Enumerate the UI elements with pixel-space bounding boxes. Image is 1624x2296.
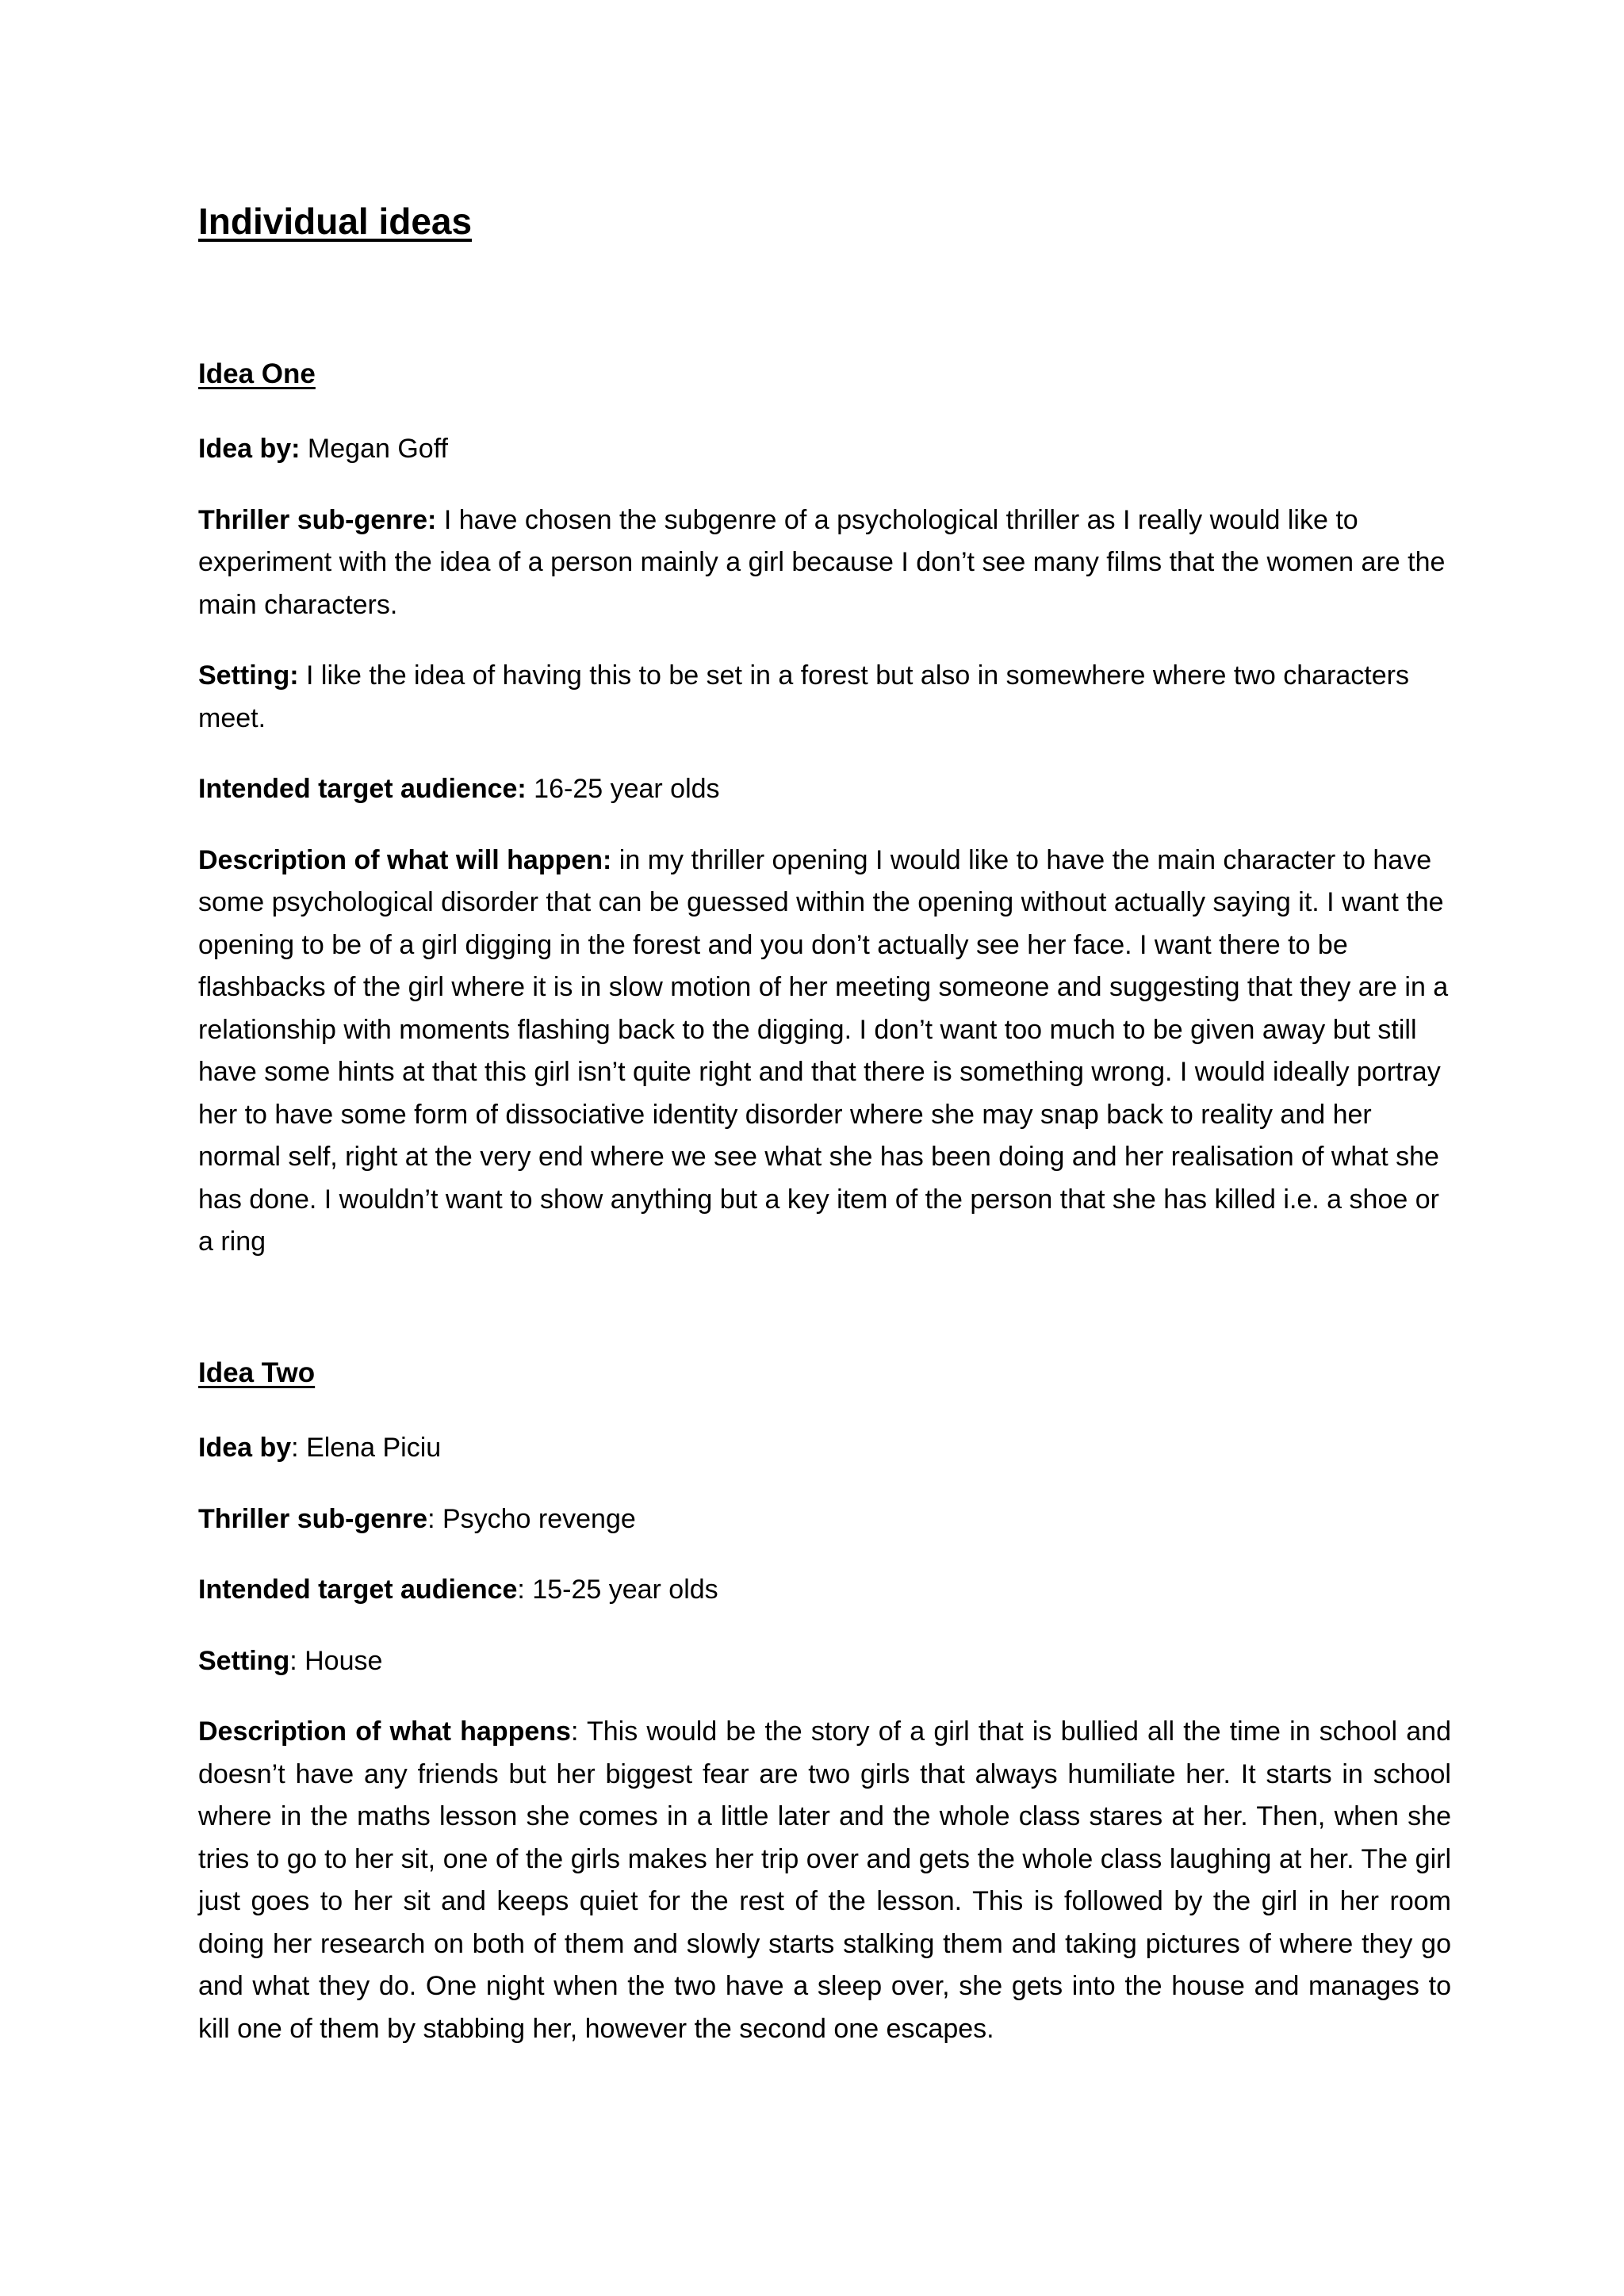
idea-one-setting — [198, 655, 1451, 740]
field-label: Idea by: — [198, 434, 301, 464]
document-title: Individual ideas — [198, 201, 473, 242]
idea-two-subgenre — [198, 1498, 1451, 1541]
idea-one-heading: Idea One — [198, 358, 316, 389]
idea-two-author — [198, 1427, 1451, 1470]
field-value: in my thriller opening I would like to have the main character to have some psychological disorder that can be guessed within the opening without actually saying it. I want the opening to be of a girl digging in the forest and you don’t actually see her face. I want there to be flashbacks of the girl where it is in slow motion of her meeting someone and suggesting that they are in a relationship with moments flashing back to the digging. I don’t want too much to be given away but still have some hints at that this girl isn’t quite right and that there is something wrong. I would ideally portray her to have some form of dissociative identity disorder where she may snap back to reality and her normal self, right at the very end where we see what she has been doing and her realisation of what she has done. I wouldn’t want to show anything but a key item of the person that she has killed i.e. a shoe or a ring — [198, 844, 1449, 1257]
idea-two-section — [198, 1353, 1451, 2079]
idea-one-audience — [198, 768, 1451, 811]
field-label: Description of what will happen: — [198, 844, 612, 875]
idea-one-description — [198, 840, 1451, 1264]
idea-two-setting — [198, 1640, 1451, 1683]
field-value: : This would be the story of a girl that is bullied all the time in school and doesn’t have any friends but her biggest fear are two girls that always humiliate her. It starts in school where in the maths lesson she comes in a little later and the whole class stares at her. Then, when she tries to go to her sit, one of the girls makes her trip over and gets the whole class laughing at her. The girl just goes to her sit and keeps quiet for the rest of the lesson. This is followed by the girl in her room doing her research on both of them and slowly starts stalking them and taking pictures of where they go and what they do. One night when the two have a sleep over, she gets into the house and manages to kill one of them by stabbing her, however the second one escapes. — [198, 1716, 1451, 2044]
field-label: Setting — [198, 1645, 290, 1676]
field-label: Idea by — [198, 1433, 292, 1463]
field-label: Description of what happens — [198, 1716, 571, 1747]
field-value: I like the idea of having this to be set in a forest but also in somewhere where two characters meet. — [198, 660, 1409, 733]
idea-two-description — [198, 1711, 1451, 2050]
field-value: Megan Goff — [300, 434, 448, 464]
idea-one-author — [198, 428, 1451, 471]
field-value: : Elena Piciu — [291, 1433, 442, 1463]
field-label: Thriller sub-genre — [198, 1503, 428, 1534]
idea-two-heading: Idea Two — [198, 1357, 316, 1388]
field-label: Intended target audience: — [198, 774, 527, 804]
field-value: I have chosen the subgenre of a psychological thriller as I really would like to experiment with the idea of a person mainly a girl because I don’t see many films that the women are the main characters. — [198, 504, 1446, 620]
field-value: : Psycho revenge — [427, 1503, 636, 1534]
idea-one-subgenre — [198, 499, 1451, 627]
field-label: Thriller sub-genre: — [198, 504, 437, 535]
field-value: 16-25 year olds — [526, 774, 720, 804]
idea-one-section — [198, 354, 1451, 1292]
field-label: Intended target audience — [198, 1575, 518, 1605]
field-value: : House — [289, 1645, 383, 1676]
field-label: Setting: — [198, 660, 299, 691]
idea-two-audience — [198, 1569, 1451, 1612]
field-value: : 15-25 year olds — [517, 1575, 718, 1605]
